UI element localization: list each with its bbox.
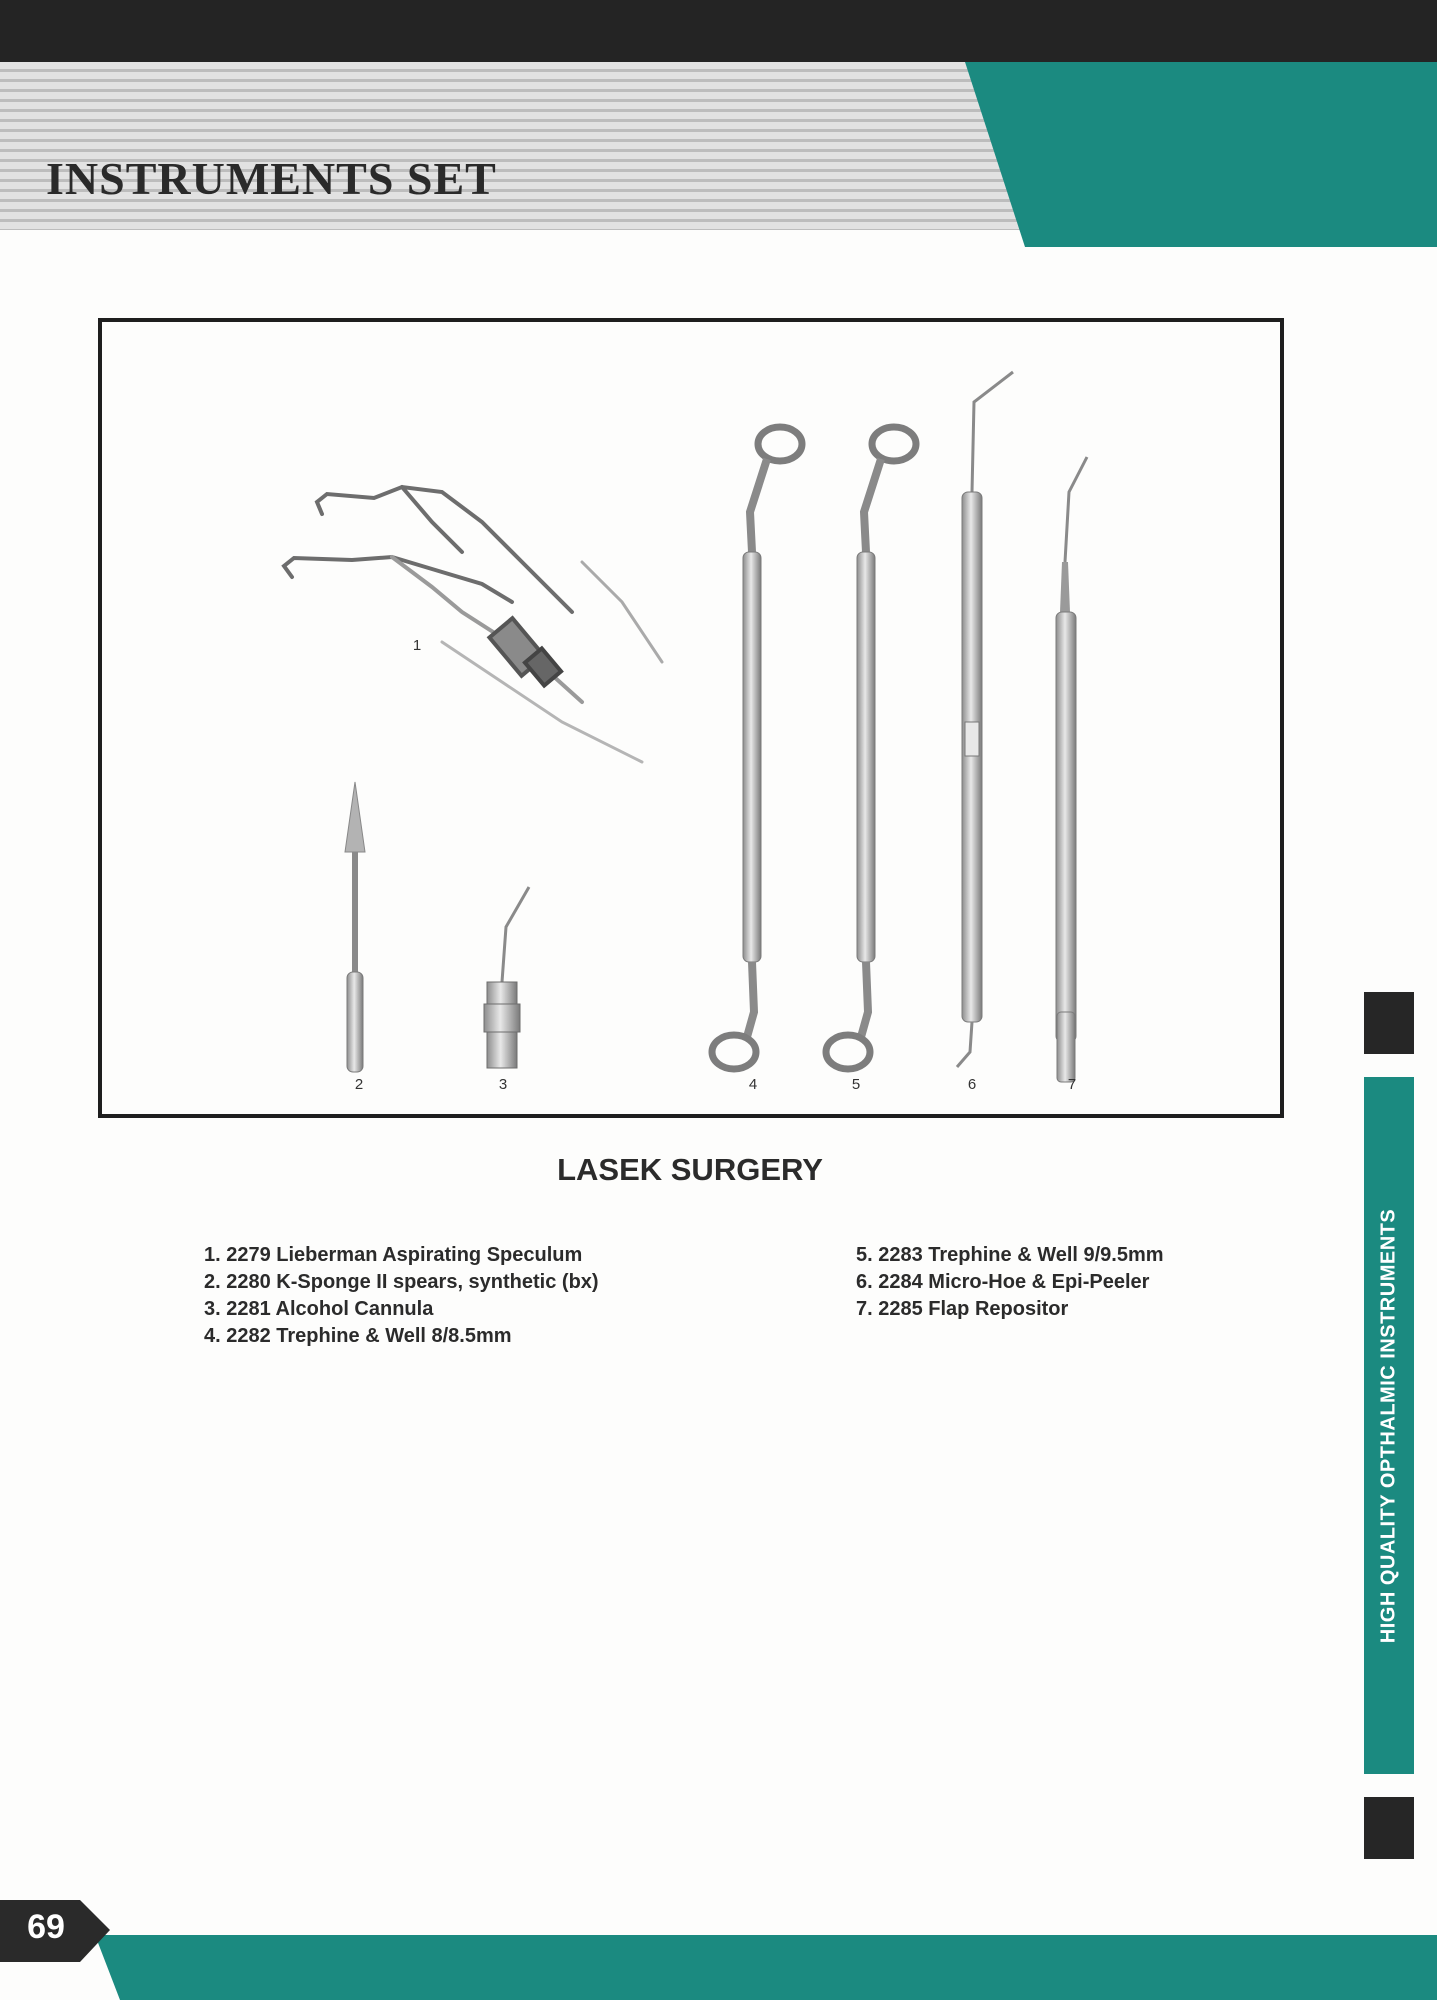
flap-repositor-drawing xyxy=(1056,457,1087,1082)
figure-label-2: 2 xyxy=(354,1076,364,1093)
figure-label-3: 3 xyxy=(498,1076,508,1093)
list-item: 1. 2279 Lieberman Aspirating Speculum xyxy=(204,1244,583,1266)
micro-hoe-drawing xyxy=(957,372,1013,1067)
page-title: INSTRUMENTS SET xyxy=(46,153,497,204)
list-item: 7. 2285 Flap Repositor xyxy=(856,1298,1069,1320)
side-tab-text: HIGH QUALITY OPTHALMIC INSTRUMENTS xyxy=(1377,1208,1400,1643)
speculum-drawing xyxy=(284,487,662,762)
instrument-illustration xyxy=(102,322,1280,1114)
figure-label-7: 7 xyxy=(1067,1076,1077,1093)
trephine-4-drawing xyxy=(712,427,802,1069)
figure-label-5: 5 xyxy=(851,1076,861,1093)
sponge-spear-drawing xyxy=(345,782,365,1072)
instrument-figure xyxy=(98,318,1284,1118)
page-number: 69 xyxy=(27,1908,65,1946)
side-tab xyxy=(1364,1077,1414,1774)
side-dark-block-bottom xyxy=(1364,1797,1414,1859)
figure-label-1: 1 xyxy=(412,637,422,654)
side-dark-block-top xyxy=(1364,992,1414,1054)
list-item: 5. 2283 Trephine & Well 9/9.5mm xyxy=(856,1244,1164,1266)
top-dark-bar xyxy=(0,0,1437,62)
section-title: LASEK SURGERY xyxy=(557,1152,823,1187)
list-item: 6. 2284 Micro-Hoe & Epi-Peeler xyxy=(856,1271,1150,1293)
figure-label-6: 6 xyxy=(967,1076,977,1093)
list-item: 3. 2281 Alcohol Cannula xyxy=(204,1298,434,1320)
item-list-left xyxy=(204,1242,599,1350)
trephine-5-drawing xyxy=(826,427,916,1069)
footer-bar xyxy=(0,1900,1437,2000)
list-item: 2. 2280 K-Sponge II spears, synthetic (bx) xyxy=(204,1271,599,1293)
figure-label-4: 4 xyxy=(748,1076,758,1093)
cannula-drawing xyxy=(484,887,529,1068)
item-list-right xyxy=(856,1242,1164,1323)
list-item: 4. 2282 Trephine & Well 8/8.5mm xyxy=(204,1325,512,1347)
